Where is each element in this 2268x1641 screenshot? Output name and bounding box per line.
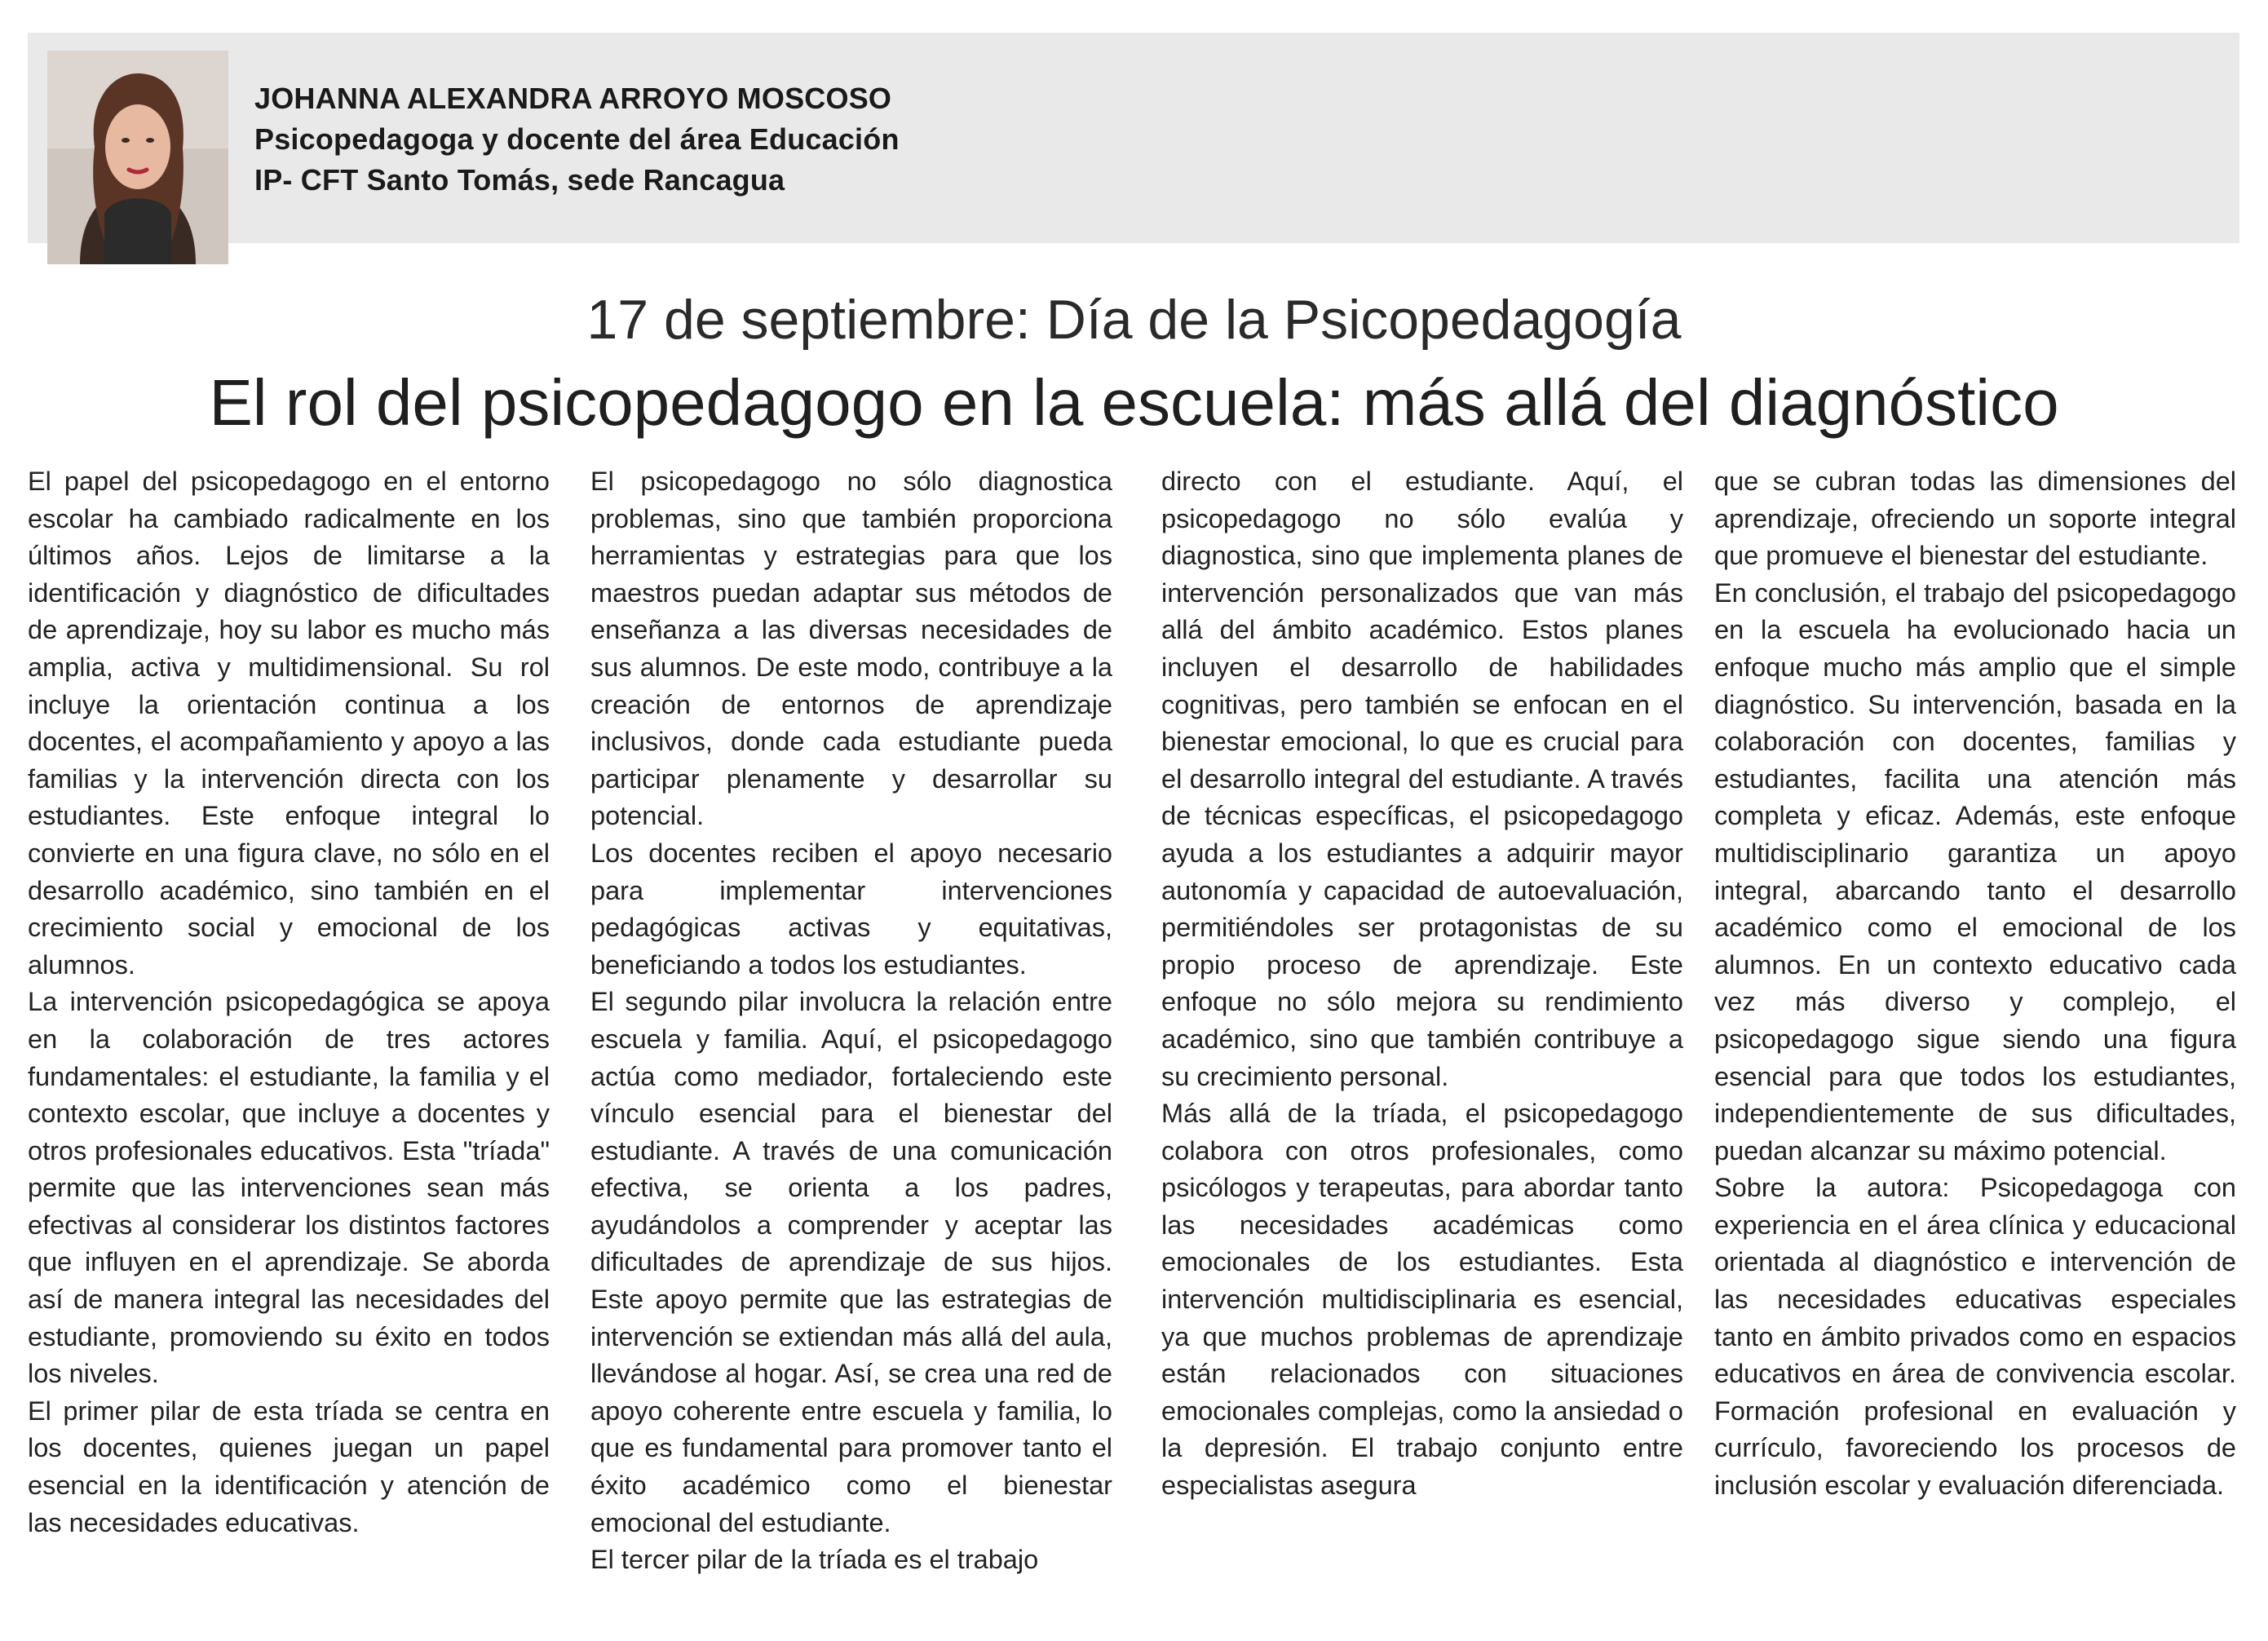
article-column: [590, 463, 1112, 1621]
article-column: [28, 463, 550, 1621]
author-photo: [47, 51, 228, 264]
article-title: El rol del psicopedagogo en la escuela: más allá del diagnóstico: [209, 366, 2059, 439]
author-name: JOHANNA ALEXANDRA ARROYO MOSCOSO: [254, 82, 892, 115]
author-role: Psicopedagoga y docente del área Educación: [254, 122, 900, 156]
author-institution: IP- CFT Santo Tomás, sede Rancagua: [254, 163, 785, 197]
author-info: [254, 78, 900, 201]
article-paragraph: La intervención psicopedagógica se apoya en la colaboración de tres actores fundamentales: el estudiante, la familia y el contexto escolar, que incluye a docentes y otros profesionales educativos. Esta "tríada" permite que las intervenciones sean más efectivas al considerar los distintos factores que influyen en el aprendizaje. Se aborda así de manera integral las necesidades del estudiante, promoviendo su éxito en todos los niveles.: [28, 987, 550, 1389]
article-paragraph: Los docentes reciben el apoyo necesario para implementar intervenciones pedagógicas activas y equitativas, beneficiando a todos los estudiantes.: [590, 838, 1112, 980]
article-paragraph: El segundo pilar involucra la relación entre escuela y familia. Aquí, el psicopedagogo actúa como mediador, fortaleciendo este vínculo esencial para el bienestar del estudiante. A través de una comunicación efectiva, se orienta a los padres, ayudándolos a comprender y aceptar las dificultades de aprendizaje de sus hijos. Este apoyo permite que las estrategias de intervención se extiendan más allá del aula, llevándose al hogar. Así, se crea una red de apoyo coherente entre escuela y familia, lo que es fundamental para promover tanto el éxito académico como el bienestar emocional del estudiante.: [590, 987, 1112, 1537]
portrait-icon: [47, 51, 228, 264]
article-column: [1714, 463, 2236, 1621]
article-paragraph: El papel del psicopedagogo en el entorno escolar ha cambiado radicalmente en los últimos años. Lejos de limitarse a la identificación y diagnóstico de dificultades de aprendizaje, hoy su labor es mucho más amplia, activa y multidimensional. Su rol incluye la orientación continua a los docentes, el acompañamiento y apoyo a las familias y la intervención directa con los estudiantes. Este enfoque integral lo convierte en una figura clave, no sólo en el desarrollo académico, sino también en el crecimiento social y emocional de los alumnos.: [28, 467, 550, 980]
article-column: [1161, 463, 1683, 1621]
article-paragraph: Más allá de la tríada, el psicopedagogo colabora con otros profesionales, como psicólogos y terapeutas, para abordar tanto las necesidades académicas como emocionales de los estudiantes. Esta intervención multidisciplinaria es esencial, ya que muchos problemas de aprendizaje están relacionados con situaciones emocionales complejas, como la ansiedad o la depresión. El trabajo conjunto entre especialistas asegura: [1161, 1099, 1683, 1501]
article-kicker: 17 de septiembre: Día de la Psicopedagogía: [586, 289, 1682, 351]
article-paragraph: que se cubran todas las dimensiones del aprendizaje, ofreciendo un soporte integral que promueve el bienestar del estudiante.: [1714, 467, 2236, 571]
article-paragraph: El tercer pilar de la tríada es el trabajo: [590, 1545, 1039, 1575]
article-body: [28, 463, 2239, 1621]
article-paragraph: Sobre la autora: Psicopedagoga con experiencia en el área clínica y educacional orientada al diagnóstico e intervención de las necesidades educativas especiales tanto en ámbito privados como en espacios educativos en área de convivencia escolar. Formación profesional en evaluación y currículo, favoreciendo los procesos de inclusión escolar y evaluación diferenciada.: [1714, 1173, 2236, 1501]
article-paragraph: directo con el estudiante. Aquí, el psicopedagogo no sólo evalúa y diagnostica, sino que implementa planes de intervención personalizados que van más allá del ámbito académico. Estos planes incluyen el desarrollo de habilidades cognitivas, pero también se enfocan en el bienestar emocional, lo que es crucial para el desarrollo integral del estudiante. A través de técnicas específicas, el psicopedagogo ayuda a los estudiantes a adquirir mayor autonomía y capacidad de autoevaluación, permitiéndoles ser protagonistas de su propio proceso de aprendizaje. Este enfoque no sólo mejora su rendimiento académico, sino que también contribuye a su crecimiento personal.: [1161, 467, 1683, 1091]
article-paragraph: El psicopedagogo no sólo diagnostica problemas, sino que también proporciona herramientas y estrategias para que los maestros puedan adaptar sus métodos de enseñanza a las diversas necesidades de sus alumnos. De este modo, contribuye a la creación de entornos de aprendizaje inclusivos, donde cada estudiante pueda participar plenamente y desarrollar su potencial.: [590, 467, 1112, 831]
article-paragraph: El primer pilar de esta tríada se centra en los docentes, quienes juegan un papel esencial en la identificación y atención de las necesidades educativas.: [28, 1396, 550, 1537]
article-paragraph: En conclusión, el trabajo del psicopedagogo en la escuela ha evolucionado hacia un enfoque mucho más amplio que el simple diagnóstico. Su intervención, basada en la colaboración con docentes, familias y estudiantes, facilita una atención más completa y eficaz. Además, este enfoque multidisciplinario garantiza un apoyo integral, abarcando tanto el desarrollo académico como el emocional de los alumnos. En un contexto educativo cada vez más diverso y complejo, el psicopedagogo sigue siendo una figura esencial para que todos los estudiantes, independientemente de sus dificultades, puedan alcanzar su máximo potencial.: [1714, 577, 2236, 1166]
